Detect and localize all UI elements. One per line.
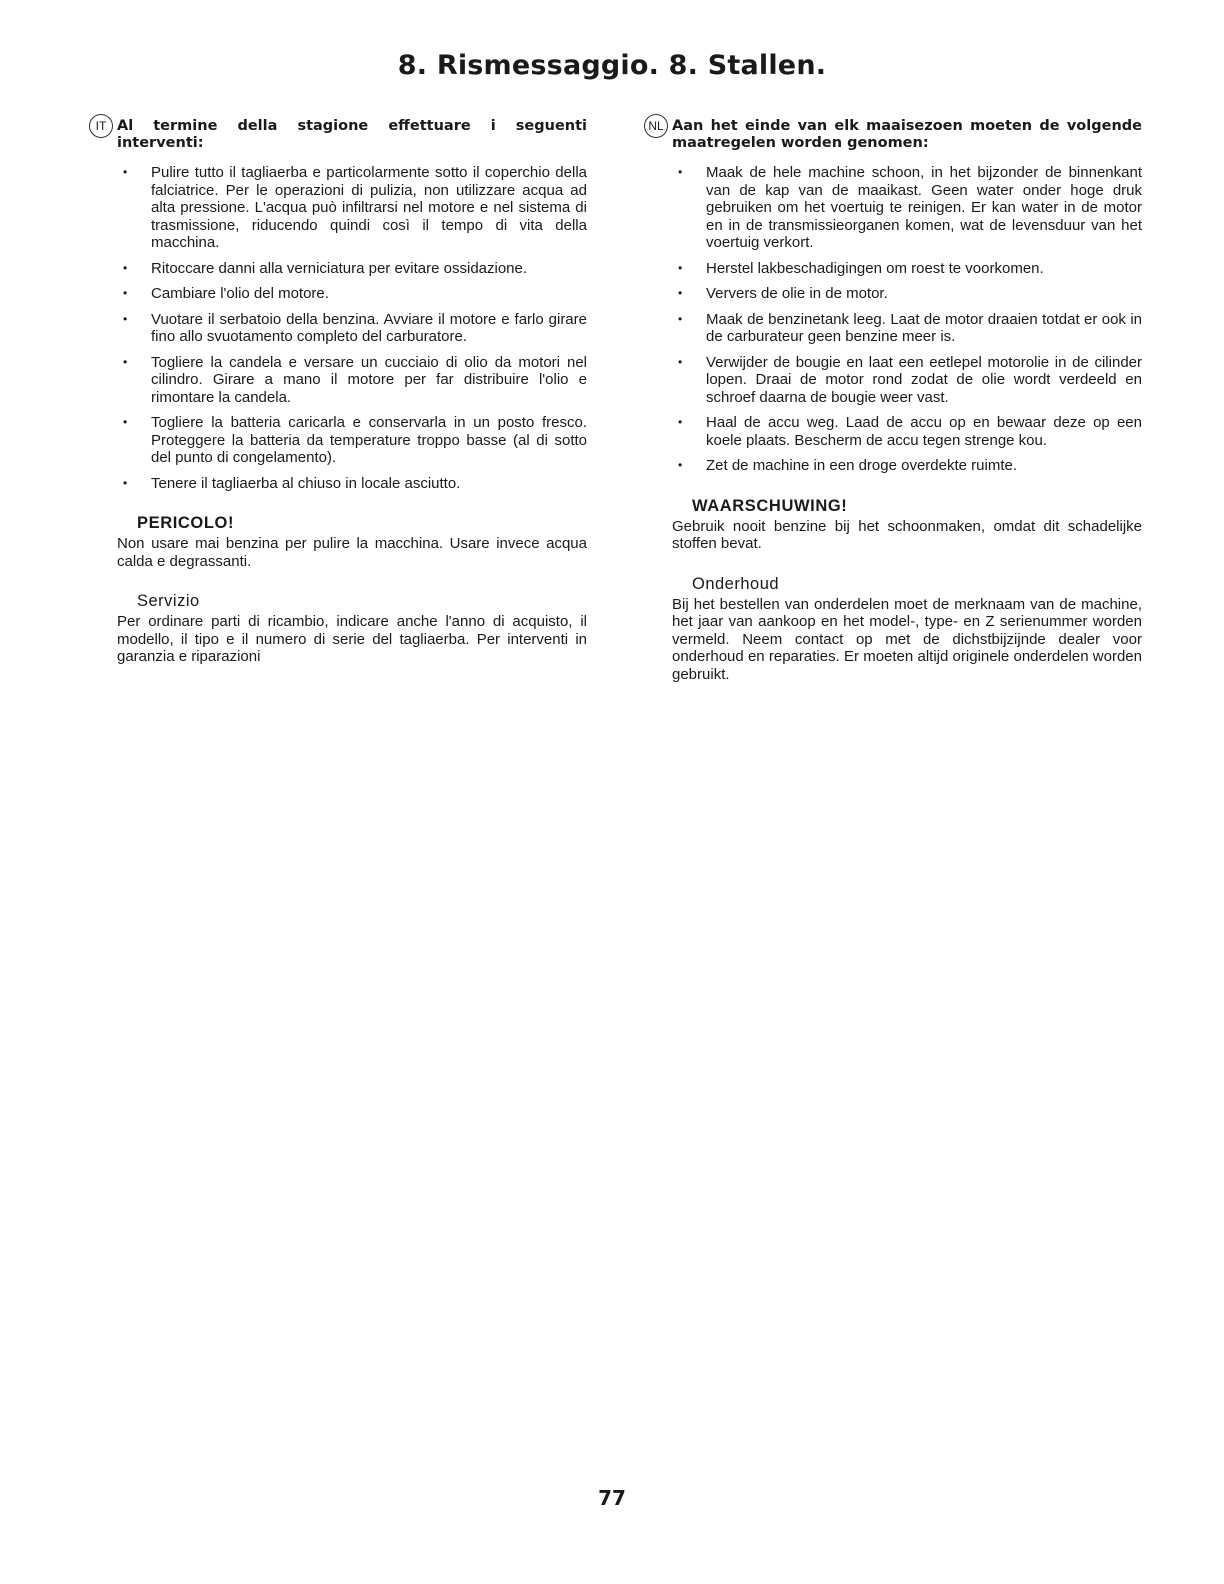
bullet-icon: • [678, 458, 683, 472]
bullet-icon: • [678, 415, 683, 429]
bullet-icon: • [123, 286, 128, 300]
italian-service-title: Servizio [137, 592, 200, 610]
list-item [117, 475, 587, 493]
bullet-icon: • [123, 311, 128, 326]
bullet-icon: • [678, 286, 683, 300]
bullet-icon: • [678, 165, 683, 179]
page-title: 8. Rismessaggio. 8. Stallen. [397, 50, 827, 81]
list-item [672, 354, 1142, 407]
bullet-icon: • [123, 165, 128, 179]
dutch-service-text: Bij het bestellen van onderdelen moet de merknaam van de machine, het jaar van aankoop en het model-, type- en Z serienummer worden vermeld. Neem contact op met de dichstbijzijnde dealer voor onderhoud en reparaties. Er moeten altijd originele onderdelen worden gebruikt. [672, 595, 1142, 683]
lang-badge-it: IT [89, 114, 113, 138]
dutch-warning-title: WAARSCHUWING! [692, 496, 848, 515]
list-item [672, 311, 1142, 346]
list-item [672, 457, 1142, 475]
italian-instruction-list [117, 164, 587, 492]
dutch-column [648, 118, 1142, 683]
dutch-instruction-list [672, 164, 1142, 475]
bullet-icon: • [123, 415, 128, 429]
italian-warning-text: Non usare mai benzina per pulire la macchina. Usare invece acqua calda e degrassanti. [117, 535, 587, 570]
list-item-text: Haal de accu weg. Laad de accu op en bewaar deze op een koele plaats. Bescherm de accu tegen strenge kou. [706, 414, 1142, 449]
list-item [117, 285, 587, 303]
italian-service-text: Per ordinare parti di ricambio, indicare anche l'anno di acquisto, il modello, il tipo e il numero di serie del tagliaerba. Per interventi in garanzia e riparazioni [117, 613, 587, 665]
list-item [117, 311, 587, 346]
list-item-text: Maak de benzinetank leeg. Laat de motor draaien totdat er ook in de carburateur geen benzine meer is. [706, 310, 1142, 345]
list-item-text: Ritoccare danni alla verniciatura per evitare ossidazione. [151, 259, 528, 277]
bullet-icon: • [123, 475, 128, 490]
list-item [117, 354, 587, 407]
dutch-intro [648, 118, 1142, 152]
bullet-icon: • [678, 260, 683, 275]
list-item-text: Vuotare il serbatoio della benzina. Avviare il motore e farlo girare fino allo svuotamento completo del carburatore. [151, 310, 587, 345]
italian-warning-title: PERICOLO! [137, 514, 235, 532]
list-item-text: Ververs de olie in de motor. [706, 285, 888, 302]
dutch-warning-text: Gebruik nooit benzine bij het schoonmaken, omdat dit schadelijke stoffen bevat. [672, 517, 1142, 552]
list-item [672, 285, 1142, 303]
dutch-intro-text: Aan het einde van elk maaisezoen moeten de volgende maatregelen worden genomen: [672, 118, 1142, 151]
italian-column [95, 118, 587, 666]
list-item-text: Pulire tutto il tagliaerba e particolarmente sotto il coperchio della falciatrice. Per le operazioni di pulizia, non utilizzare acqua ad alta pressione. L'acqua può infiltrarsi nel motore e nel sistema di trasmissione, riducendo quindi così il tempo di vita della macchina. [151, 164, 587, 251]
list-item [672, 260, 1142, 278]
list-item [672, 414, 1142, 449]
dutch-service-title: Onderhoud [692, 574, 780, 593]
list-item-text: Tenere il tagliaerba al chiuso in locale asciutto. [151, 474, 461, 492]
list-item [672, 164, 1142, 252]
list-item [117, 414, 587, 467]
bullet-icon: • [678, 311, 683, 326]
list-item-text: Maak de hele machine schoon, in het bijzonder de binnenkant van de kap van de maaikast. Geen water onder hoge druk gebruiken om het voertuig te reinigen. Er kan water in de motor en in de transmissieorganen komen, wat de levensduur van het voertuig verkort. [706, 164, 1142, 251]
list-item-text: Verwijder de bougie en laat een eetlepel motorolie in de cilinder lopen. Draai de motor rond zodat de olie wordt verdeeld en schroef daarna de bougie weer vast. [706, 353, 1142, 406]
italian-intro [95, 118, 587, 152]
bullet-icon: • [123, 354, 128, 369]
list-item [117, 260, 587, 278]
list-item-text: Zet de machine in een droge overdekte ruimte. [706, 457, 1018, 474]
list-item-text: Herstel lakbeschadigingen om roest te voorkomen. [706, 259, 1044, 277]
italian-intro-text: Al termine della stagione effettuare i seguenti interventi: [117, 118, 587, 151]
lang-badge-nl: NL [644, 114, 668, 138]
list-item-text: Togliere la candela e versare un cucciaio di olio da motori nel cilindro. Girare a mano il motore per far distribuire l'olio e rimontare la candela. [151, 353, 587, 406]
list-item-text: Cambiare l'olio del motore. [151, 285, 329, 302]
list-item-text: Togliere la batteria caricarla e conservarla in un posto fresco. Proteggere la batteria da temperature troppo basse (al di sotto del punto di congelamento). [151, 414, 587, 466]
list-item [117, 164, 587, 252]
page-number: 77 [598, 1486, 626, 1510]
bullet-icon: • [123, 260, 128, 275]
bullet-icon: • [678, 354, 683, 369]
